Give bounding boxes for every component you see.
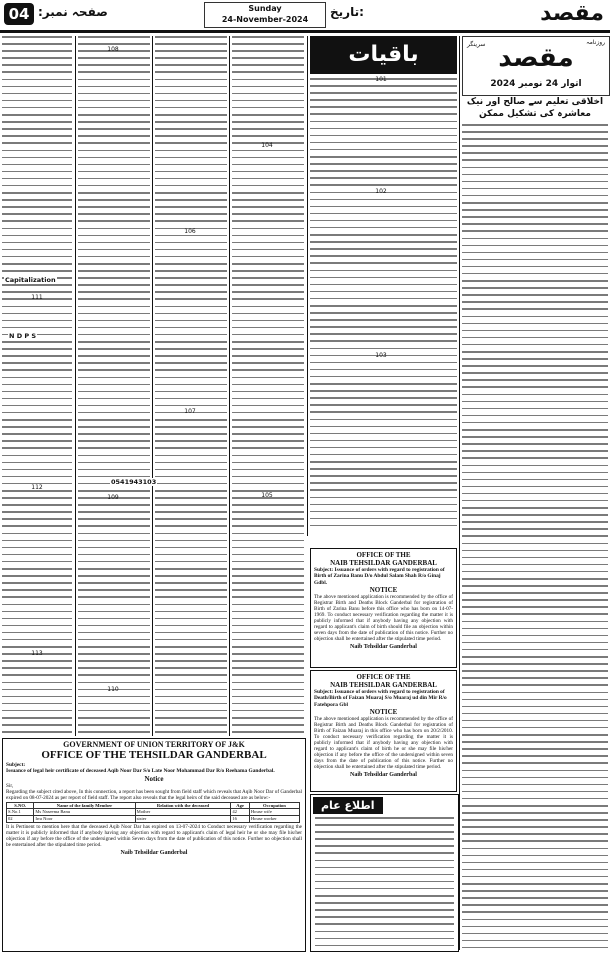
day-text: Sunday bbox=[248, 4, 282, 13]
inline-label: Capitalization bbox=[5, 276, 56, 284]
inline-phone: 0541943103 bbox=[111, 478, 157, 486]
date-text: 24-November-2024 bbox=[221, 15, 309, 24]
notice1-office2: NAIB TEHSILDAR GANDERBAL bbox=[330, 559, 437, 567]
cont-num-109: 109 bbox=[107, 494, 119, 501]
col-name: Name of the family Member bbox=[34, 802, 135, 809]
cont-num-105: 105 bbox=[261, 492, 273, 499]
notice2-title: NOTICE bbox=[369, 708, 398, 717]
notice2-signature: Naib Tehsildar Ganderbal bbox=[350, 772, 417, 779]
cont-num-107: 107 bbox=[184, 408, 196, 415]
masthead-logo: مقصد bbox=[540, 1, 604, 26]
table-row: S.No.1 Ms Naseema Banu Mother 42 House wife bbox=[7, 809, 300, 816]
gov-office: OFFICE OF THE TEHSILDAR GANDERBAL bbox=[41, 749, 267, 761]
table-row: 02 Irra Noor sister 16 House worker bbox=[7, 816, 300, 823]
notice2-subject: Subject: Issuance of orders with regard to registration of Death/Birth of Faizan Muaraj S/o Muaraj ud din Mir R/o Fatehpora Gbl bbox=[314, 689, 447, 708]
baqiyat-banner: باقیات bbox=[310, 36, 457, 74]
notice-birth-zarina bbox=[310, 548, 457, 668]
gov-intro: Regarding the subject cited above, In this connection, a report has been sought from field staff which reveals that Aqib Noor Dar of Ganderbal expired on 08-07-2024 as per report of field staff. The report also reveals that the legal heirs of the said deceased are as below:- bbox=[6, 788, 302, 801]
editorial-header bbox=[462, 36, 610, 96]
editorial-headline: اخلاقی تعلیم سے صالح اور نیک معاشرہ کی تشکیل ممکن bbox=[466, 97, 604, 119]
column-5-top bbox=[310, 78, 457, 530]
column-2 bbox=[78, 36, 150, 736]
col-relation: Relation with the deceased bbox=[135, 802, 231, 809]
page-label: صفحہ نمبر: bbox=[38, 5, 108, 19]
gov-legal-heir-notice bbox=[2, 738, 306, 952]
ittila-title: اطلاع عام bbox=[313, 797, 383, 814]
paper-date-urdu: اتوار 24 نومبر 2024 bbox=[490, 79, 582, 89]
notice2-office2: NAIB TEHSILDAR GANDERBAL bbox=[330, 681, 437, 689]
paper-name: مقصد bbox=[498, 43, 574, 73]
cont-num-111: 111 bbox=[31, 294, 43, 301]
date-label: تاریخ: bbox=[330, 5, 364, 19]
editorial-body bbox=[462, 124, 608, 950]
cont-num-102: 102 bbox=[375, 188, 387, 195]
column-4 bbox=[232, 36, 304, 736]
notice-birth-faizan bbox=[310, 670, 457, 792]
gov-sir: Sir, bbox=[6, 782, 14, 789]
paper-sub: روزنامہ bbox=[586, 39, 605, 46]
ittila-body bbox=[315, 817, 454, 947]
notice1-office: OFFICE OF THE bbox=[356, 551, 411, 559]
cont-num-104: 104 bbox=[261, 142, 273, 149]
masthead bbox=[0, 0, 610, 30]
gov-subject: Issuance of legal heir certificate of deceased Aqib Noor Dar S/o Late Noor Mohammad Dar R/o Reehama Ganderbal. bbox=[6, 768, 275, 775]
ittila-aam bbox=[310, 794, 459, 952]
inline-ndps: N D P S bbox=[9, 332, 37, 340]
cont-num-110: 110 bbox=[107, 686, 119, 693]
col-age: Age bbox=[231, 802, 249, 809]
column-3 bbox=[155, 36, 227, 736]
notice1-subject: Subject: Issuance of orders with regard to registration of Birth of Zarina Banu D/o Abdul Salam Shah R/o Ginaj Gdbl. bbox=[314, 567, 445, 586]
col-sno: S.NO. bbox=[7, 802, 34, 809]
cont-num-113: 113 bbox=[31, 650, 43, 657]
gov-signature: Naib Tehsildar Ganderbal bbox=[120, 849, 188, 856]
cont-num-108: 108 bbox=[107, 46, 119, 53]
gov-title: Notice bbox=[144, 774, 164, 783]
cont-num-106: 106 bbox=[184, 228, 196, 235]
gov-body: It is Pertinent to mention here that the deceased Aqib Noor Dar has expired on 13-07-2024 to Conduct necessary verification regarding the matter it is publicly informed that if anybody having any objection with regard to applicant's claim of legal heir he or she may file his/her objection if any before the office of the undersigned within Seven days from the date of publication of this notice. Further no objection shall be entertained after the stipulated time period. bbox=[6, 823, 302, 848]
notice1-signature: Naib Tehsildar Ganderbal bbox=[350, 644, 417, 651]
notice2-body: The above mentioned application is recommended by the office of Registrar Birth and Deaths Block Ganderbal for registration of Birth of Faizan Muaraj in this office who has born on 20/2/2010. To conduct necessary verification regarding the matter it is publicly informed that if anybody having any objection with regard to applicant's claim of birth he or she may file his/her objection if any before the office of the undersigned within seven days from the date of publication of this notice. Further no objection shall be entertained after the stipulated time period. bbox=[314, 716, 453, 771]
paper-sub2: سرینگر bbox=[467, 41, 486, 48]
column-1 bbox=[2, 36, 72, 736]
date-box bbox=[204, 2, 326, 28]
gov-name: GOVERNMENT OF UNION TERRITORY OF J&K bbox=[63, 740, 245, 749]
page-number-box: 04 bbox=[4, 3, 34, 25]
notice1-body: The above mentioned application is recommended by the office of Registrar Birth and Deaths Block Ganderbal for registration of Birth of Zarina Banu before this office who has born on 14-07-1969. To conduct necessary verification regarding the matter it is publicly informed that if anybody having any objection with regard to applicant's claim of birth should file an objection within seven days from the date of publication of this notice. Further no objection shall be entertained after the stipulated time period. bbox=[314, 594, 453, 643]
notice2-office: OFFICE OF THE bbox=[356, 673, 411, 681]
gov-subject-label: Subject: bbox=[6, 762, 26, 768]
notice1-title: NOTICE bbox=[369, 586, 398, 595]
cont-num-101: 101 bbox=[375, 76, 387, 83]
legal-heir-table bbox=[6, 802, 300, 823]
col-occupation: Occupation bbox=[249, 802, 299, 809]
cont-num-112: 112 bbox=[31, 484, 43, 491]
cont-num-103: 103 bbox=[375, 352, 387, 359]
